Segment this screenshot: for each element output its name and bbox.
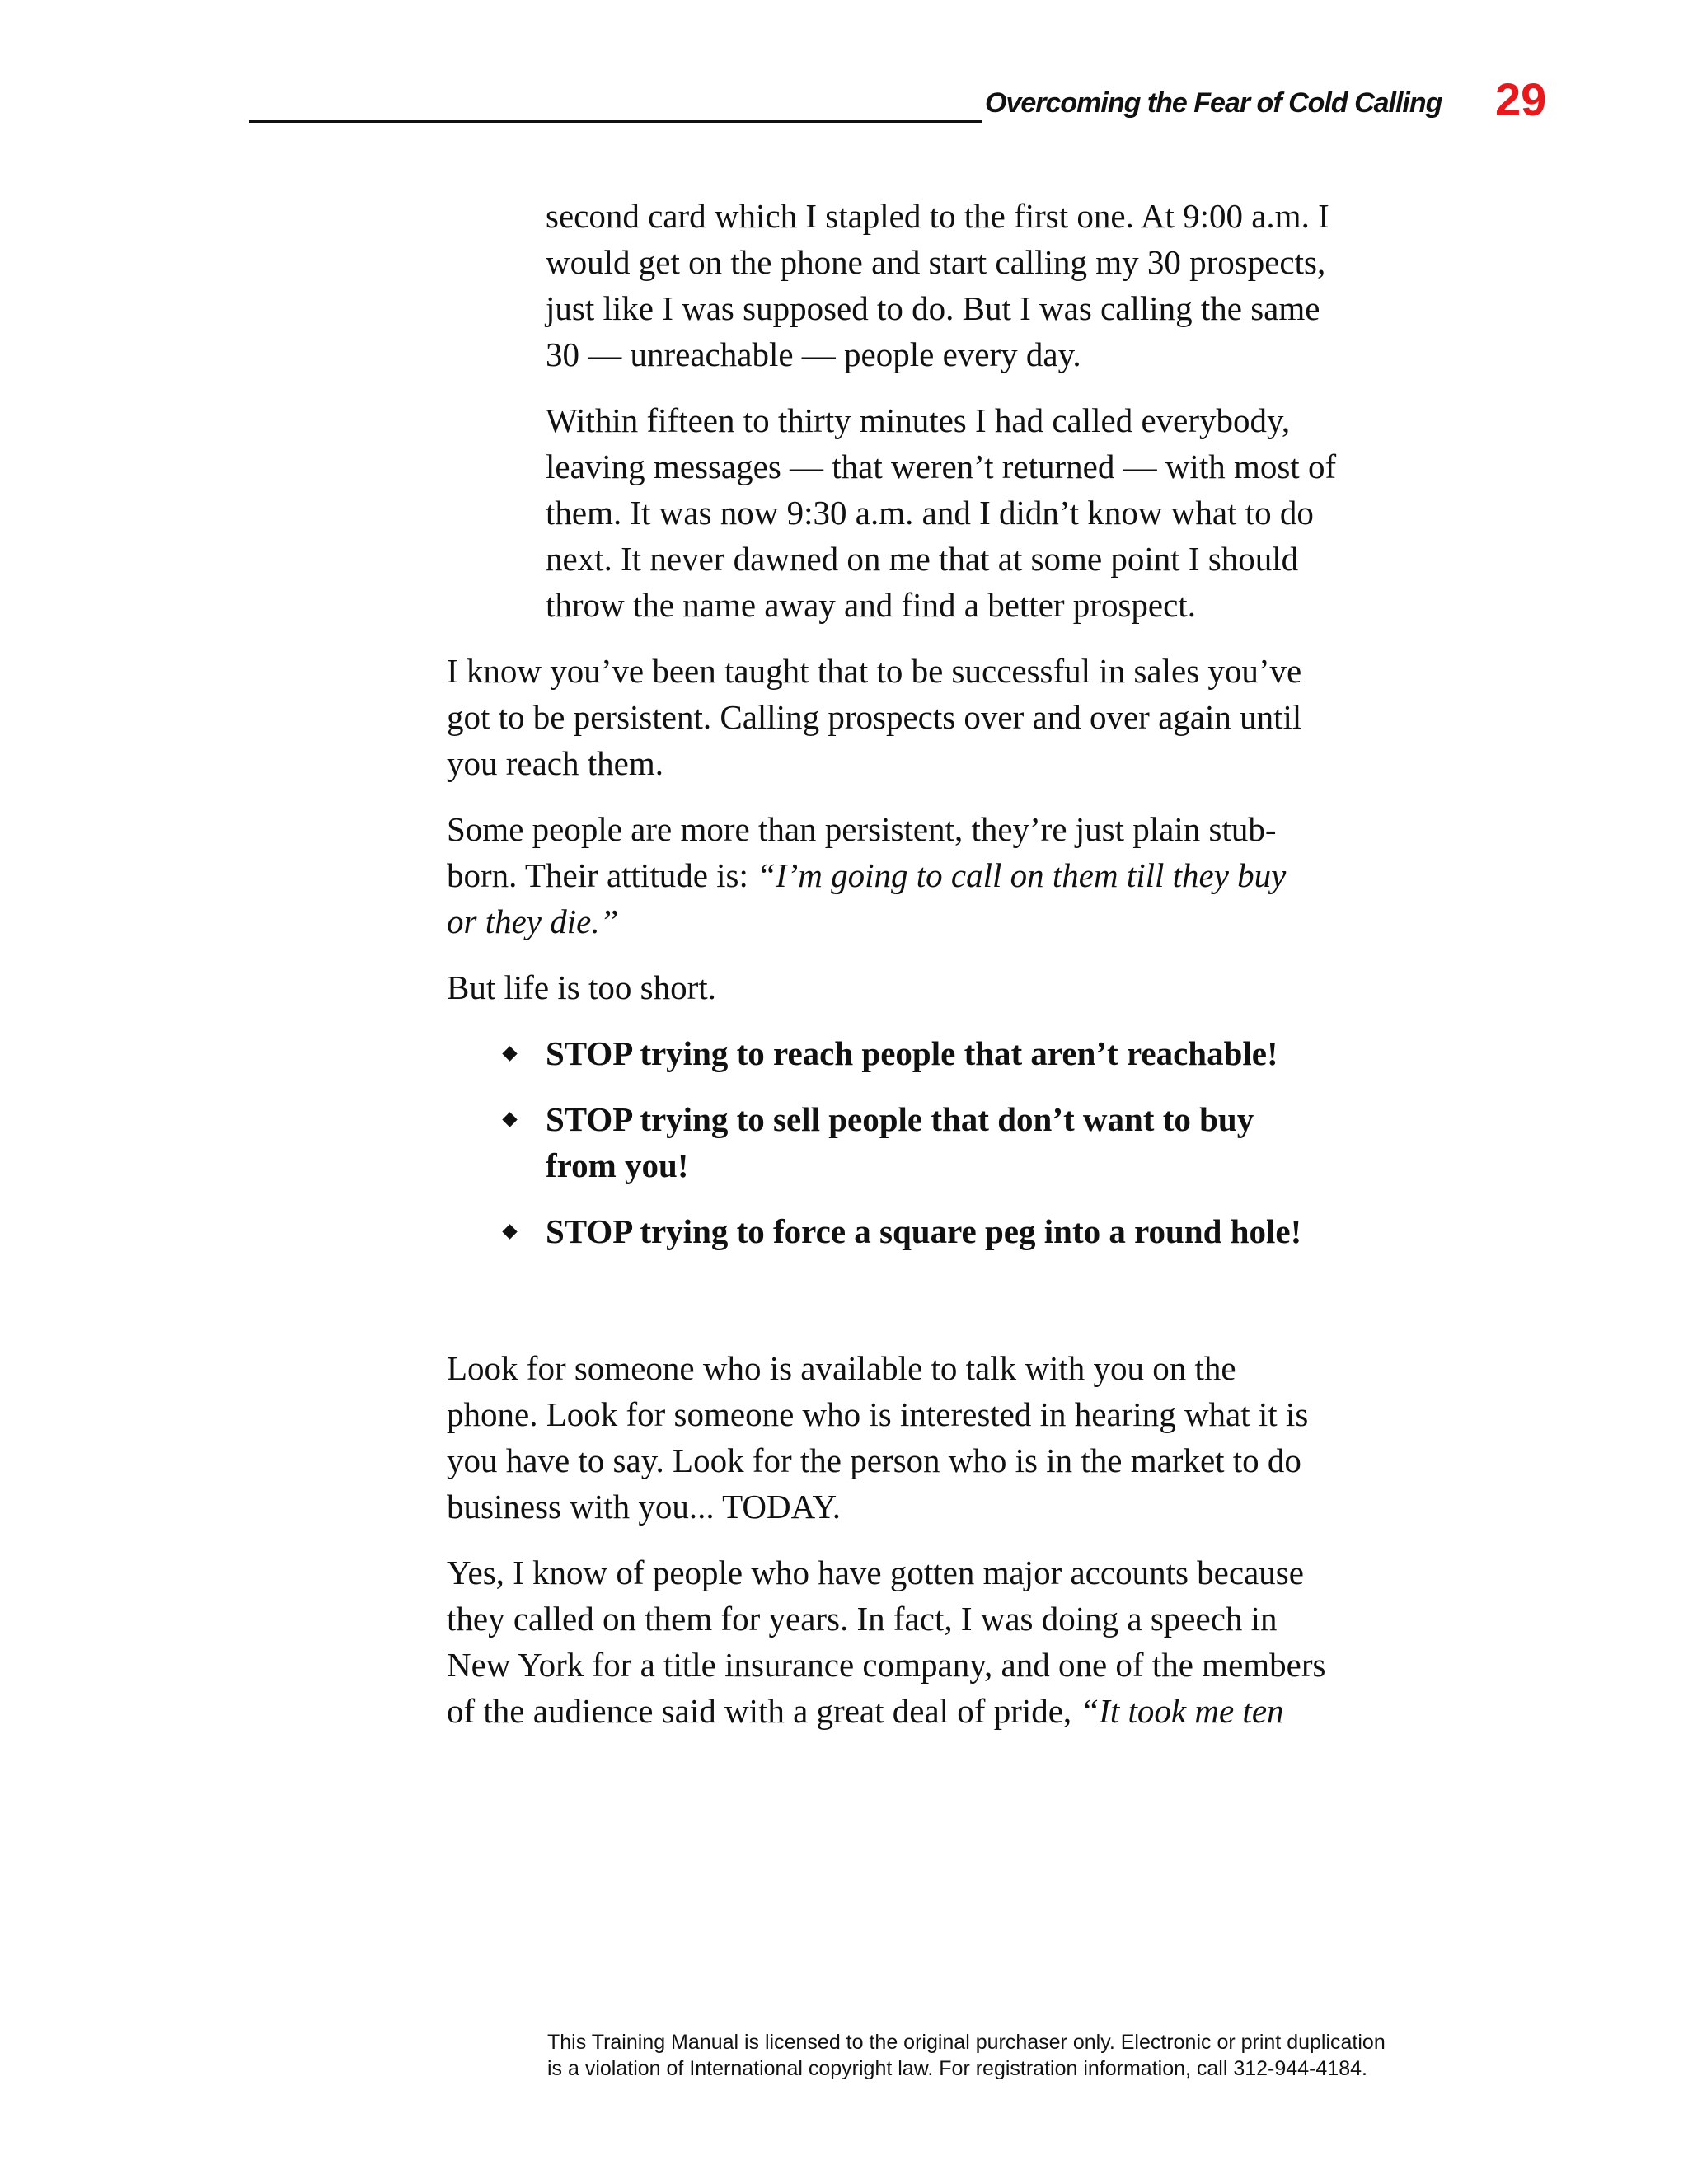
chapter-title: Overcoming the Fear of Cold Calling <box>985 87 1442 119</box>
text-line: got to be persistent. Calling prospects over and over again until <box>447 698 1302 736</box>
italic-quote: “I’m going to call on them till they buy <box>757 856 1287 894</box>
text-line <box>447 1688 1452 1734</box>
paragraph-6 <box>447 1345 1452 1530</box>
bullet-text <box>546 1096 1254 1188</box>
bullet-text <box>546 1030 1278 1076</box>
text-line <box>447 852 1452 898</box>
footer-line: is a violation of International copyright law. For registration information, call 312-944-4184. <box>547 2057 1367 2080</box>
text-line: I know you’ve been taught that to be successful in sales you’ve <box>447 652 1302 690</box>
text-line: Within fifteen to thirty minutes I had called everybody, <box>546 401 1291 439</box>
text-line: next. It never dawned on me that at some point I should <box>546 540 1299 578</box>
italic-quote: “It took me ten <box>1080 1692 1284 1730</box>
text-run: of the audience said with a great deal of pride, <box>447 1692 1081 1730</box>
italic-quote: or they die.” <box>447 902 619 940</box>
license-footer <box>547 2029 1454 2082</box>
text-line: New York for a title insurance company, and one of the members <box>447 1646 1326 1684</box>
text-line: Look for someone who is available to talk with you on the <box>447 1349 1236 1387</box>
footer-line: This Training Manual is licensed to the original purchaser only. Electronic or print duplication <box>547 2031 1386 2054</box>
text-line: leaving messages — that weren’t returned — with most of <box>546 448 1337 485</box>
text-line: second card which I stapled to the first one. At 9:00 a.m. I <box>546 197 1329 235</box>
text-line: But life is too short. <box>447 968 716 1006</box>
diamond-bullet-icon <box>502 1112 517 1127</box>
diamond-bullet-icon <box>502 1224 517 1239</box>
text-line: phone. Look for someone who is interested in hearing what it is <box>447 1395 1309 1433</box>
text-line: would get on the phone and start calling my 30 prospects, <box>546 243 1326 281</box>
paragraph-5 <box>447 964 1452 1010</box>
header-rule <box>249 120 982 123</box>
text-line: STOP trying to force a square peg into a round hole! <box>546 1212 1302 1250</box>
text-line: STOP trying to sell people that don’t want to buy <box>546 1100 1254 1138</box>
text-line: business with you... TODAY. <box>447 1488 842 1526</box>
text-line: just like I was supposed to do. But I was calling the same <box>546 289 1320 327</box>
text-line: from you! <box>546 1146 689 1184</box>
text-line: Yes, I know of people who have gotten major accounts because <box>447 1554 1304 1591</box>
text-line: you have to say. Look for the person who is in the market to do <box>447 1441 1301 1479</box>
text-line: 30 — unreachable — people every day. <box>546 335 1081 373</box>
text-line: STOP trying to reach people that aren’t reachable! <box>546 1034 1278 1072</box>
paragraph-3 <box>447 648 1452 786</box>
diamond-bullet-icon <box>502 1046 517 1061</box>
text-line: you reach them. <box>447 744 663 782</box>
text-line: throw the name away and find a better prospect. <box>546 586 1196 624</box>
paragraph-4 <box>447 806 1452 944</box>
bullet-text <box>546 1208 1301 1254</box>
text-line: they called on them for years. In fact, I was doing a speech in <box>447 1600 1278 1638</box>
paragraph-2 <box>546 397 1452 628</box>
paragraph-7 <box>447 1549 1452 1734</box>
paragraph-1 <box>546 193 1452 377</box>
text-run: born. Their attitude is: <box>447 856 757 894</box>
page-number: 29 <box>1495 73 1547 125</box>
text-line: them. It was now 9:30 a.m. and I didn’t know what to do <box>546 494 1314 532</box>
text-line: Some people are more than persistent, they’re just plain stub- <box>447 810 1277 848</box>
